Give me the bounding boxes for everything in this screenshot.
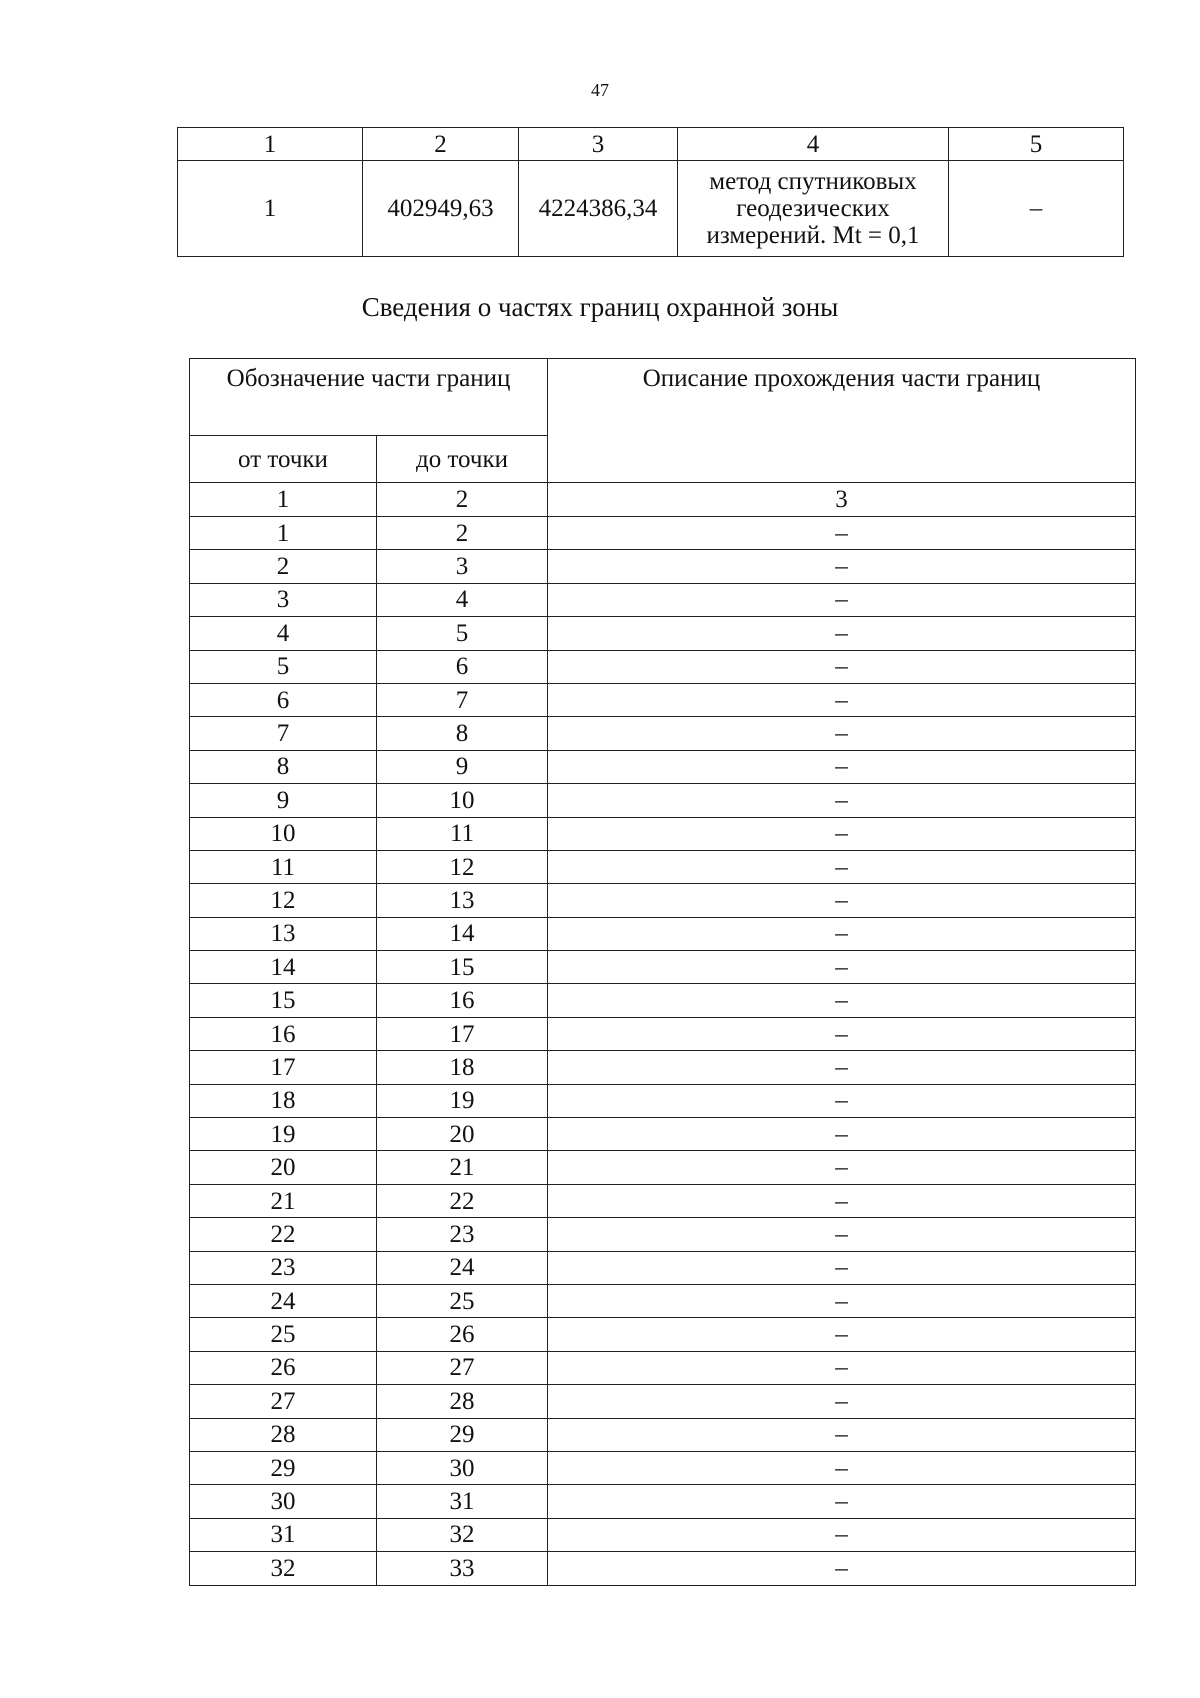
to-point-cell: 30	[377, 1451, 548, 1484]
to-point-cell: 5	[377, 617, 548, 650]
table-row	[190, 884, 1136, 917]
page-number: 47	[591, 80, 609, 100]
from-point-cell: 15	[190, 984, 377, 1017]
table-row	[190, 1284, 1136, 1317]
description-cell: –	[548, 1151, 1136, 1184]
description-cell: –	[548, 1051, 1136, 1084]
to-point-cell: 25	[377, 1284, 548, 1317]
from-point-cell: 16	[190, 1017, 377, 1050]
from-point-cell: 14	[190, 951, 377, 984]
from-point-cell: 21	[190, 1184, 377, 1217]
to-point-cell: 10	[377, 784, 548, 817]
to-point-cell: 9	[377, 750, 548, 783]
method-cell	[678, 161, 949, 257]
from-point-cell: 2	[190, 550, 377, 583]
from-point-cell: 31	[190, 1518, 377, 1551]
to-point-cell: 33	[377, 1552, 548, 1585]
from-point-header: от точки	[190, 436, 377, 483]
description-cell: –	[548, 1552, 1136, 1585]
column-number-cell: 1	[190, 483, 377, 517]
column-number-cell: 2	[363, 128, 519, 161]
from-point-cell: 18	[190, 1084, 377, 1117]
table-row	[190, 1084, 1136, 1117]
table-row	[190, 517, 1136, 550]
from-point-cell: 27	[190, 1385, 377, 1418]
from-point-cell: 30	[190, 1485, 377, 1518]
to-point-cell: 15	[377, 951, 548, 984]
to-point-cell: 13	[377, 884, 548, 917]
table-row	[190, 850, 1136, 883]
point-number-cell: 1	[178, 161, 363, 257]
from-point-cell: 23	[190, 1251, 377, 1284]
table-row	[190, 1118, 1136, 1151]
to-point-cell: 27	[377, 1351, 548, 1384]
table-row	[190, 951, 1136, 984]
from-point-cell: 9	[190, 784, 377, 817]
to-point-cell: 29	[377, 1418, 548, 1451]
column-number-cell: 2	[377, 483, 548, 517]
description-cell: –	[548, 1451, 1136, 1484]
coordinates-row	[178, 161, 1124, 257]
from-point-cell: 22	[190, 1218, 377, 1251]
to-point-cell: 20	[377, 1118, 548, 1151]
description-cell: –	[548, 1118, 1136, 1151]
description-cell: –	[548, 1184, 1136, 1217]
table-row	[190, 583, 1136, 616]
description-cell: –	[548, 850, 1136, 883]
parts-header-row	[190, 359, 1136, 436]
description-cell: –	[548, 884, 1136, 917]
table-row	[190, 1184, 1136, 1217]
table-row	[190, 750, 1136, 783]
description-cell: –	[548, 951, 1136, 984]
description-cell: –	[548, 817, 1136, 850]
parts-table-body	[190, 517, 1136, 1586]
from-point-cell: 4	[190, 617, 377, 650]
from-point-cell: 3	[190, 583, 377, 616]
table-row	[190, 1418, 1136, 1451]
to-point-cell: 16	[377, 984, 548, 1017]
section-title: Сведения о частях границ охранной зоны	[361, 292, 839, 322]
to-point-cell: 24	[377, 1251, 548, 1284]
table-row	[190, 1218, 1136, 1251]
description-cell: –	[548, 1385, 1136, 1418]
to-point-cell: 22	[377, 1184, 548, 1217]
from-point-cell: 17	[190, 1051, 377, 1084]
column-number-cell: 5	[949, 128, 1124, 161]
from-point-cell: 6	[190, 683, 377, 716]
to-point-cell: 4	[377, 583, 548, 616]
description-cell: –	[548, 784, 1136, 817]
from-point-cell: 7	[190, 717, 377, 750]
description-cell: –	[548, 750, 1136, 783]
boundary-parts-table	[189, 358, 1136, 1586]
from-point-cell: 8	[190, 750, 377, 783]
from-point-cell: 26	[190, 1351, 377, 1384]
coordinates-header-row	[178, 128, 1124, 161]
from-point-cell: 29	[190, 1451, 377, 1484]
description-cell: –	[548, 1284, 1136, 1317]
column-number-cell: 3	[519, 128, 678, 161]
table-row	[190, 984, 1136, 1017]
method-line: метод спутниковых	[709, 168, 917, 195]
to-point-cell: 14	[377, 917, 548, 950]
table-row	[190, 917, 1136, 950]
description-cell: –	[548, 583, 1136, 616]
to-point-cell: 17	[377, 1017, 548, 1050]
description-cell: –	[548, 650, 1136, 683]
to-point-cell: 3	[377, 550, 548, 583]
to-point-cell: 21	[377, 1151, 548, 1184]
method-line: измерений. Mt = 0,1	[706, 222, 920, 249]
table-row	[190, 550, 1136, 583]
from-point-cell: 32	[190, 1552, 377, 1585]
table-row	[190, 1318, 1136, 1351]
from-point-cell: 11	[190, 850, 377, 883]
to-point-cell: 28	[377, 1385, 548, 1418]
table-row	[190, 1451, 1136, 1484]
to-point-cell: 2	[377, 517, 548, 550]
to-point-cell: 11	[377, 817, 548, 850]
column-number-cell: 1	[178, 128, 363, 161]
to-point-cell: 26	[377, 1318, 548, 1351]
column-number-cell: 3	[548, 483, 1136, 517]
table-row	[190, 717, 1136, 750]
designation-header: Обозначение части границ	[190, 359, 548, 436]
note-cell: –	[949, 161, 1124, 257]
parts-column-number-row	[190, 483, 1136, 517]
description-cell: –	[548, 617, 1136, 650]
x-coordinate-cell: 402949,63	[363, 161, 519, 257]
to-point-cell: 6	[377, 650, 548, 683]
table-row	[190, 1385, 1136, 1418]
from-point-cell: 10	[190, 817, 377, 850]
description-cell: –	[548, 1084, 1136, 1117]
from-point-cell: 24	[190, 1284, 377, 1317]
description-cell: –	[548, 683, 1136, 716]
table-row	[190, 784, 1136, 817]
from-point-cell: 19	[190, 1118, 377, 1151]
to-point-cell: 19	[377, 1084, 548, 1117]
to-point-cell: 18	[377, 1051, 548, 1084]
table-row	[190, 683, 1136, 716]
table-row	[190, 817, 1136, 850]
description-cell: –	[548, 1017, 1136, 1050]
description-cell: –	[548, 1218, 1136, 1251]
table-row	[190, 1485, 1136, 1518]
description-cell: –	[548, 917, 1136, 950]
table-row	[190, 650, 1136, 683]
from-point-cell: 5	[190, 650, 377, 683]
to-point-cell: 12	[377, 850, 548, 883]
method-line: геодезических	[736, 195, 890, 222]
table-row	[190, 1518, 1136, 1551]
description-cell: –	[548, 1351, 1136, 1384]
description-cell: –	[548, 1418, 1136, 1451]
to-point-cell: 7	[377, 683, 548, 716]
to-point-cell: 32	[377, 1518, 548, 1551]
description-cell: –	[548, 1251, 1136, 1284]
to-point-cell: 31	[377, 1485, 548, 1518]
to-point-cell: 23	[377, 1218, 548, 1251]
table-row	[190, 1351, 1136, 1384]
from-point-cell: 1	[190, 517, 377, 550]
table-row	[190, 1251, 1136, 1284]
description-header: Описание прохождения части границ	[548, 359, 1136, 483]
description-cell: –	[548, 550, 1136, 583]
table-row	[190, 1017, 1136, 1050]
description-cell: –	[548, 717, 1136, 750]
coordinates-table	[177, 127, 1124, 257]
table-row	[190, 1552, 1136, 1585]
description-cell: –	[548, 517, 1136, 550]
from-point-cell: 13	[190, 917, 377, 950]
description-cell: –	[548, 984, 1136, 1017]
table-row	[190, 617, 1136, 650]
from-point-cell: 28	[190, 1418, 377, 1451]
from-point-cell: 25	[190, 1318, 377, 1351]
table-row	[190, 1051, 1136, 1084]
to-point-header: до точки	[377, 436, 548, 483]
description-cell: –	[548, 1318, 1136, 1351]
to-point-cell: 8	[377, 717, 548, 750]
description-cell: –	[548, 1485, 1136, 1518]
description-cell: –	[548, 1518, 1136, 1551]
column-number-cell: 4	[678, 128, 949, 161]
from-point-cell: 12	[190, 884, 377, 917]
table-row	[190, 1151, 1136, 1184]
y-coordinate-cell: 4224386,34	[519, 161, 678, 257]
from-point-cell: 20	[190, 1151, 377, 1184]
